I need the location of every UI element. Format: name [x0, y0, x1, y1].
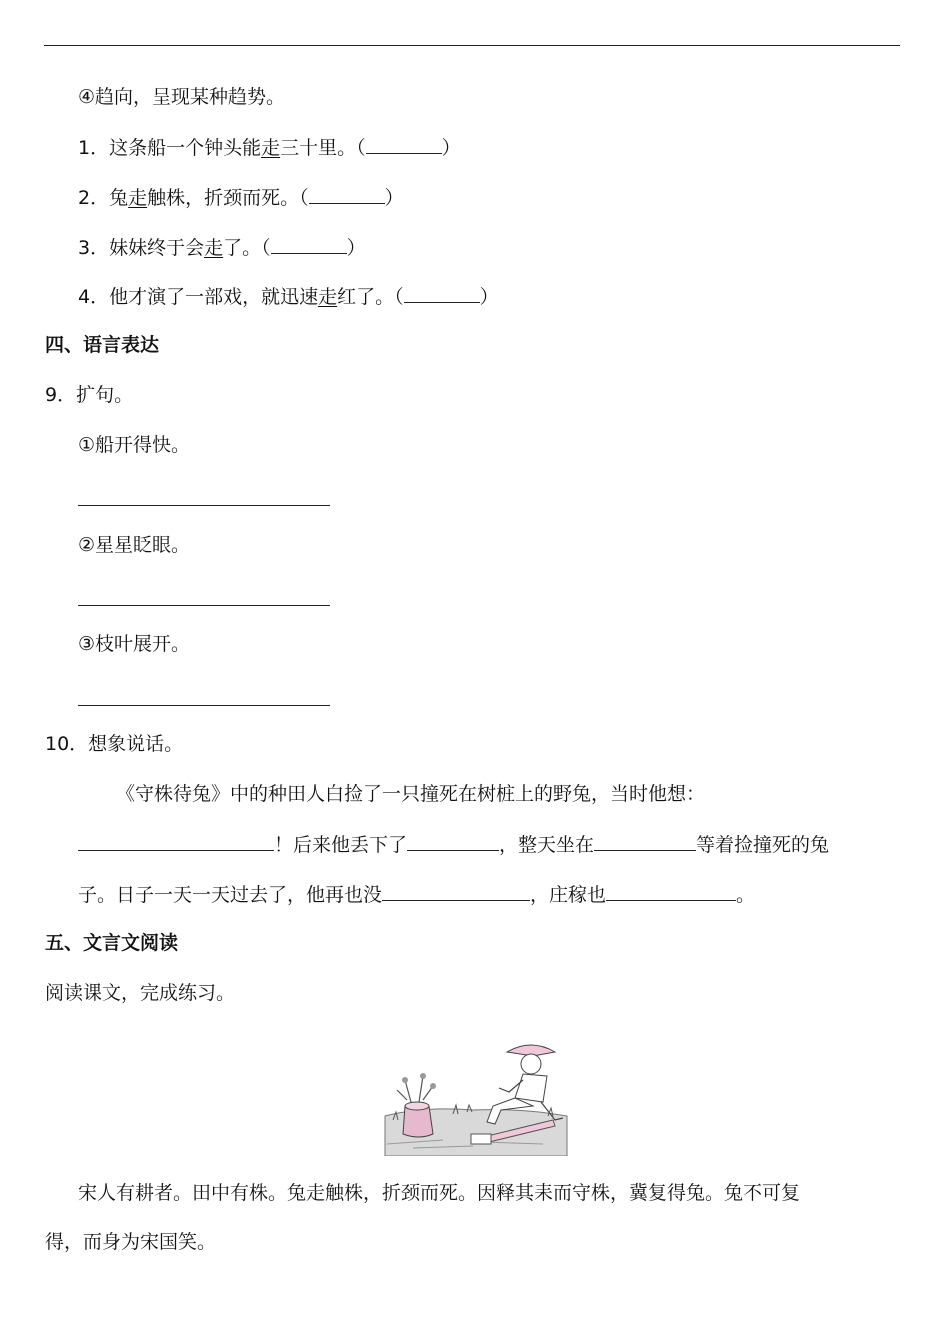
answer-blank[interactable]: [594, 830, 696, 851]
question-item-1: 1．这条船一个钟头能走三十里。（ ）: [78, 133, 461, 161]
question-9-title: 9．扩句。: [45, 384, 134, 406]
expand-item-3: ③枝叶展开。: [78, 633, 191, 655]
answer-blank[interactable]: [404, 282, 480, 303]
reading-instruction: 阅读课文，完成练习。: [45, 982, 236, 1004]
answer-blank[interactable]: [309, 183, 385, 204]
q10-intro: 《守株待兔》中的种田人白捡了一只撞死在树桩上的野兔，当时他想：: [116, 783, 706, 805]
answer-blank[interactable]: [78, 830, 274, 851]
q10-line2: ！后来他丢下了 ，整天坐在 等着捡撞死的兔: [78, 830, 829, 858]
q10-line3: 子。日子一天一天过去了，他再也没 ，庄稼也 。: [78, 880, 755, 908]
question-item-3: 3．妹妹终于会走了。（ ）: [78, 233, 366, 261]
answer-blank[interactable]: [606, 880, 736, 901]
expand-item-1: ①船开得快。: [78, 434, 191, 456]
answer-blank[interactable]: [407, 830, 499, 851]
expand-item-2: ②星星眨眼。: [78, 534, 191, 556]
underlined-word: 走: [128, 187, 148, 209]
underlined-word: 走: [318, 286, 338, 308]
answer-line-3[interactable]: [78, 705, 330, 706]
passage-line-1: 宋人有耕者。田中有株。兔走触株，折颈而死。因释其耒而守株，冀复得兔。兔不可复: [78, 1182, 801, 1204]
answer-line-2[interactable]: [78, 605, 330, 606]
farmer-waiting-by-stump-illustration: [383, 1036, 569, 1156]
answer-blank[interactable]: [382, 880, 530, 901]
answer-blank[interactable]: [271, 233, 347, 254]
section-heading-5: 五、文言文阅读: [45, 932, 179, 954]
header-rule: [44, 45, 900, 46]
underlined-word: 走: [261, 137, 281, 159]
question-10-title: 10．想象说话。: [45, 733, 184, 755]
answer-blank[interactable]: [366, 133, 442, 154]
answer-line-1[interactable]: [78, 505, 330, 506]
question-item-2: 2．兔走触株，折颈而死。（ ）: [78, 183, 404, 211]
meaning-4: ④趋向，呈现某种趋势。: [78, 86, 286, 108]
question-item-4: 4．他才演了一部戏，就迅速走红了。（ ）: [78, 282, 499, 310]
underlined-word: 走: [204, 237, 224, 259]
section-heading-4: 四、语言表达: [45, 334, 160, 356]
passage-line-2: 得，而身为宋国笑。: [45, 1231, 217, 1253]
